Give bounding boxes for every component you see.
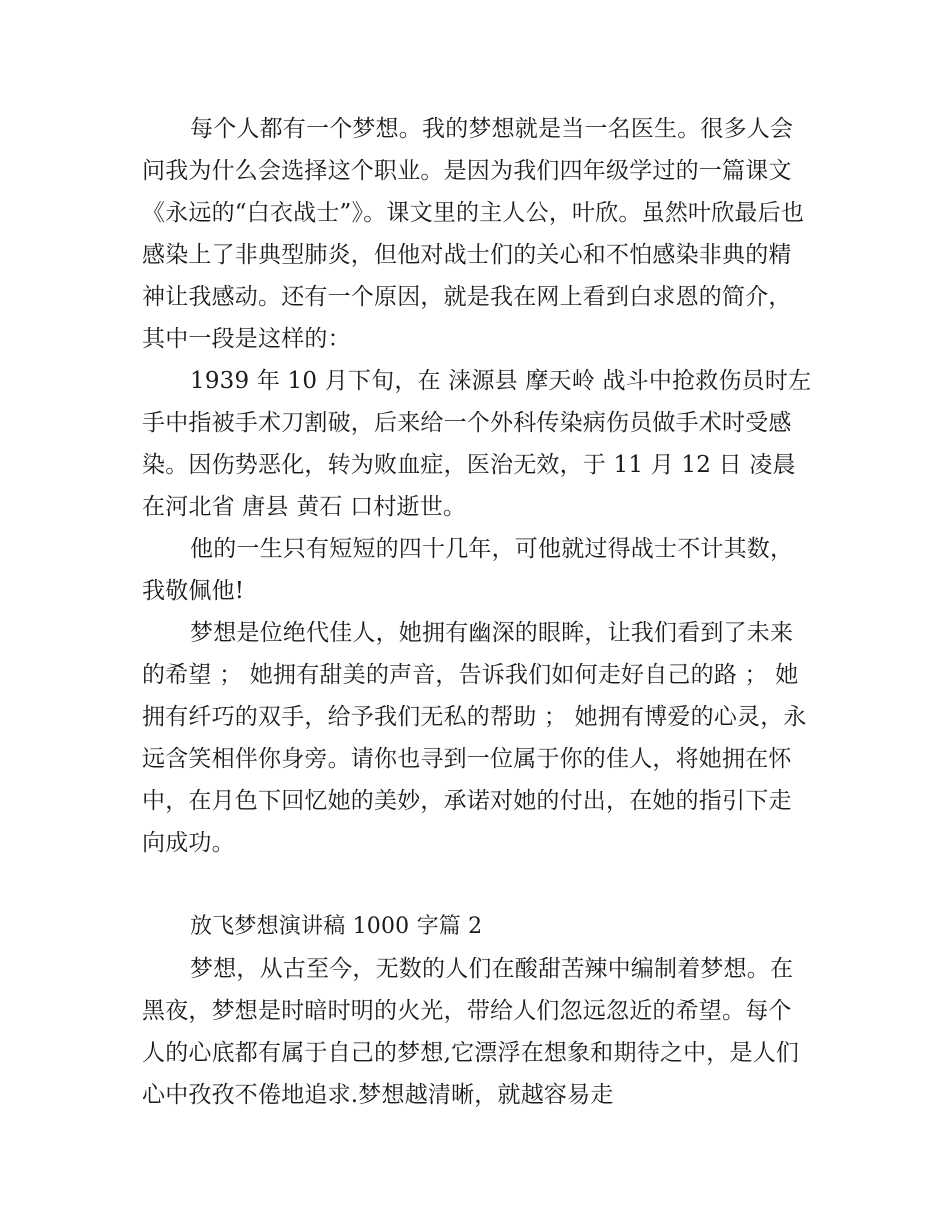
paragraph-dream-beauty: 梦想是位绝代佳人，她拥有幽深的眼眸，让我们看到了未来的希望 ； 她拥有甜美的声音，告诉我们如何走好自己的路 ； 她拥有纤巧的双手，给予我们无私的帮助 ； 她拥有博爱的心灵，永远含笑相伴你身旁。请你也寻到一位属于你的佳人，将她拥在怀中，在月色下回忆她的美妙，承诺对她的付出，在她的指引下走向成功。 xyxy=(142,620,807,856)
paragraph-dream-doctor: 每个人都有一个梦想。我的梦想就是当一名医生。很多人会问我为什么会选择这个职业。是因为我们四年级学过的一篇课文《永远的“白衣战士”》。课文里的主人公，叶欣。虽然叶欣最后也感染上了非典型肺炎，但他对战士们的关心和不怕感染非典的精神让我感动。还有一个原因，就是我在网上看到白求恩的简介，其中一段是这样的： xyxy=(142,116,805,352)
document-page xyxy=(142,108,814,1116)
paragraph-admiration: 他的一生只有短短的四十几年，可他就过得战士不计其数，我敬佩他! xyxy=(142,536,794,604)
section-title: 放飞梦想演讲稿 1000 字篇 2 xyxy=(190,914,483,939)
paragraph-bethune-bio: 1939 年 10 月下旬，在 涞源县 摩天岭 战斗中抢救伤员时左手中指被手术刀割破，后来给一个外科传染病伤员做手术时受感染。因伤势恶化，转为败血症，医治无效，于 11 月 12 日 凌晨在河北省 唐县 黄石 口村逝世。 xyxy=(142,368,812,520)
paragraph-section2-intro: 梦想，从古至今，无数的人们在酸甜苦辣中编制着梦想。在黑夜，梦想是时暗时明的火光，带给人们忽远忽近的希望。每个人的心底都有属于自己的梦想,它漂浮在想象和期待之中，是人们心中孜孜不倦地追求.梦想越清晰，就越容易走 xyxy=(142,956,800,1108)
